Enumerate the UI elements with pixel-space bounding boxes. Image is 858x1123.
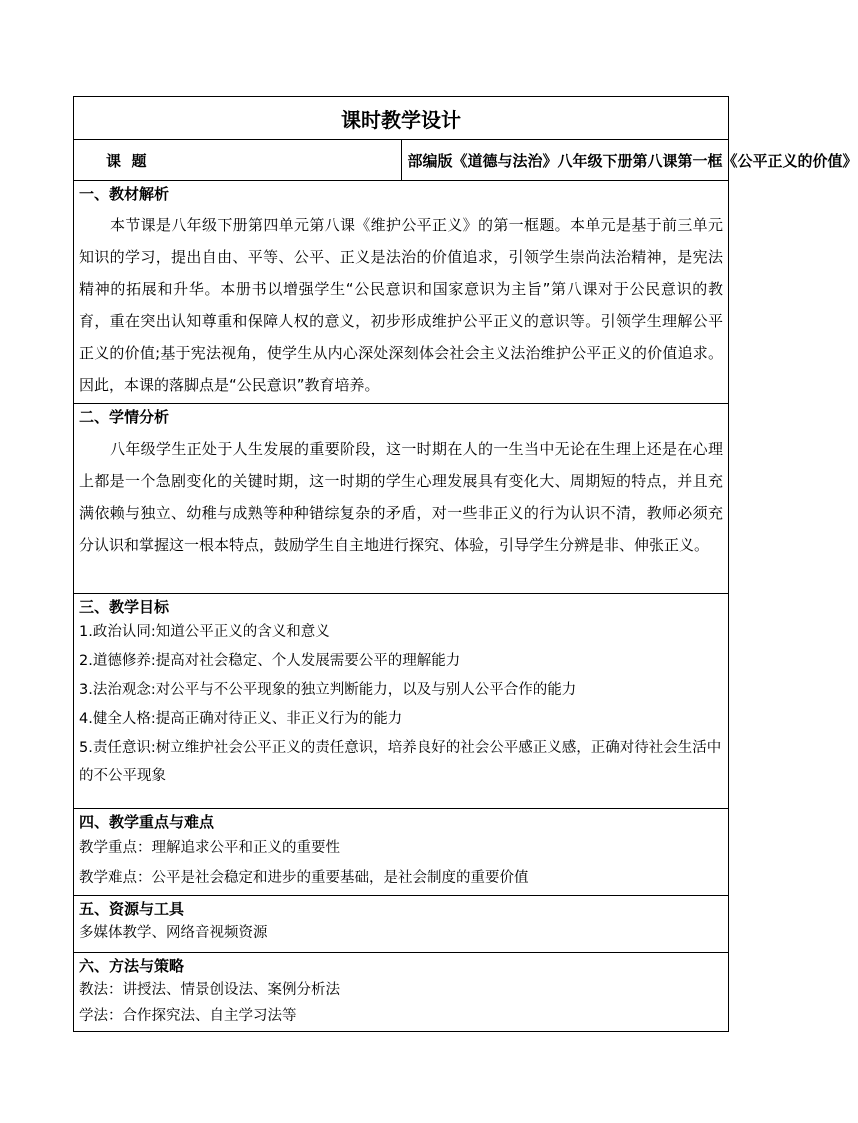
section-methods: [74, 953, 729, 1032]
section-textbook-analysis: [74, 181, 729, 404]
goal-item: 2.道德修养:提高对社会稳定、个人发展需要公平的理解能力: [79, 653, 461, 669]
section-teaching-goals: [74, 594, 729, 809]
topic-label-text: 课 题: [106, 151, 147, 170]
section-paragraph: 八年级学生正处于人生发展的重要阶段，这一时期在人的一生当中无论在生理上还是在心理上都是一个急剧变化的关键时期，这一时期的学生心理发展具有变化大、周期短的特点，并且充满依赖与独立、幼稚与成熟等种种错综复杂的矛盾，对一些非正义的行为认识不清，教师必须充分认识和掌握这一根本特点，鼓励学生自主地进行探究、体验，引导学生分辨是非、伸张正义。: [79, 440, 723, 554]
section-resources: [74, 896, 729, 953]
lesson-plan-document: [73, 96, 858, 1032]
resources-text: 多媒体教学、网络音视频资源: [79, 925, 268, 941]
goal-item: 3.法治观念:对公平与不公平现象的独立判断能力，以及与别人公平合作的能力: [79, 682, 577, 698]
document-title: 课时教学设计: [74, 97, 729, 140]
learning-methods: 学法：合作探究法、自主学习法等: [79, 1008, 297, 1024]
teaching-focus: 教学重点：理解追求公平和正义的重要性: [79, 840, 340, 856]
section-heading: 四、教学重点与难点: [79, 813, 215, 831]
section-paragraph: 本节课是八年级下册第四单元第八课《维护公平正义》的第一框题。本单元是基于前三单元知识的学习，提出自由、平等、公平、正义是法治的价值追求，引领学生崇尚法治精神，是宪法精神的拓展和升华。本册书以增强学生“公民意识和国家意识为主旨”第八课对于公民意识的教育，重在突出认知尊重和保障人权的意义，初步形成维护公平正义的意识等。引领学生理解公平正义的价值;基于宪法视角，使学生从内心深处深刻体会社会主义法治维护公平正义的价值追求。因此，本课的落脚点是“公民意识”教育培养。: [79, 216, 723, 394]
goal-item: 4.健全人格:提高正确对待正义、非正义行为的能力: [79, 711, 403, 727]
topic-label: [74, 140, 402, 181]
section-heading: 一、教材解析: [79, 185, 170, 203]
section-heading: 六、方法与策略: [79, 957, 185, 975]
teaching-difficulty: 教学难点：公平是社会稳定和进步的重要基础，是社会制度的重要价值: [79, 870, 529, 886]
section-heading: 五、资源与工具: [79, 900, 185, 918]
teaching-methods: 教法：讲授法、情景创设法、案例分析法: [79, 982, 340, 998]
topic-value: 部编版《道德与法治》八年级下册第八课第一框《公平正义的价值》: [401, 140, 729, 181]
section-key-points: [74, 809, 729, 896]
lesson-plan-table: [73, 96, 858, 1032]
goal-item: 1.政治认同:知道公平正义的含义和意义: [79, 624, 330, 640]
section-student-analysis: [74, 404, 729, 594]
goal-item: 5.责任意识:树立维护社会公平正义的责任意识，培养良好的社会公平感正义感，正确对待社会生活中的不公平现象: [79, 740, 722, 784]
section-heading: 二、学情分析: [79, 408, 170, 426]
section-heading: 三、教学目标: [79, 598, 170, 616]
